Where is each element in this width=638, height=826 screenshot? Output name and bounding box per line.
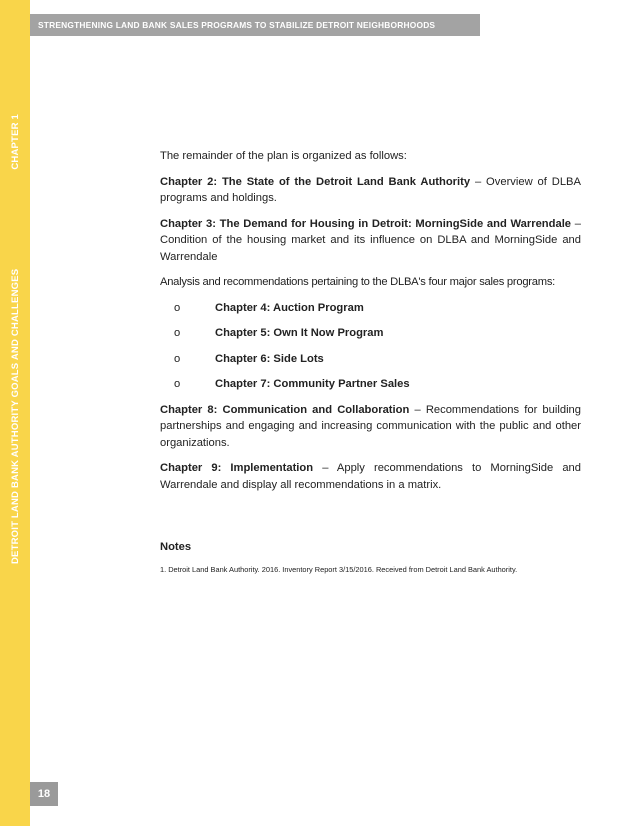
list-bullet: o [174,301,181,314]
running-header [30,14,480,36]
notes-heading: Notes [160,541,192,553]
analysis-text: Analysis and recommendations pertaining to the DLBA's four major sales programs: [160,276,556,288]
header-title: STRENGTHENING LAND BANK SALES PROGRAMS TO STABILIZE DETROIT NEIGHBORHOODS [38,20,436,30]
program-chapter-6: Chapter 6: Side Lots [215,352,324,365]
list-bullet: o [174,378,181,390]
chapter-2-entry [160,174,581,207]
chapter-3-desc: – Condition of the housing market and its influence on DLBA and MorningSide and Warrendale [160,217,581,263]
sidebar-section-title: DETROIT LAND BANK AUTHORITY GOALS AND CHALLENGES [9,268,21,564]
program-chapter-5: Chapter 5: Own It Now Program [215,327,384,339]
sidebar-chapter: CHAPTER 1 [9,114,21,170]
page-number: 18 [30,782,58,806]
chapter-9-entry [160,460,581,493]
chapter-3-title: Chapter 3: The Demand for Housing in Detroit: MorningSide and Warrendale [160,217,572,230]
intro-paragraph [160,148,581,165]
sidebar-label [3,114,27,564]
chapter-8-entry [160,402,581,452]
list-bullet: o [174,352,181,365]
list-item [160,351,581,368]
list-item [160,376,581,393]
analysis-paragraph [160,274,581,291]
list-bullet: o [174,327,181,339]
intro-text: The remainder of the plan is organized as follows: [160,150,407,162]
chapter-9-title: Chapter 9: Implementation [160,462,314,474]
chapter-8-title: Chapter 8: Communication and Collaboration [160,403,410,416]
program-chapter-7: Chapter 7: Community Partner Sales [215,378,410,390]
chapter-3-entry [160,216,581,266]
footnote-1: 1. Detroit Land Bank Authority. 2016. Inventory Report 3/15/2016. Received from Detroit Land Bank Authority. [160,564,518,574]
program-chapter-4: Chapter 4: Auction Program [215,301,364,314]
chapter-2-desc: – Overview of DLBA programs and holdings. [160,175,581,204]
list-item [160,325,581,342]
list-item [160,300,581,317]
sidebar [0,0,30,826]
chapter-8-desc: – Recommendations for building partnerships and engaging and increasing communication with the public and other organizations. [160,403,581,449]
chapter-2-title: Chapter 2: The State of the Detroit Land Bank Authority [160,175,471,188]
chapter-9-desc: – Apply recommendations to MorningSide and Warrendale and display all recommendations in a matrix. [160,462,582,491]
main-content [160,148,581,578]
